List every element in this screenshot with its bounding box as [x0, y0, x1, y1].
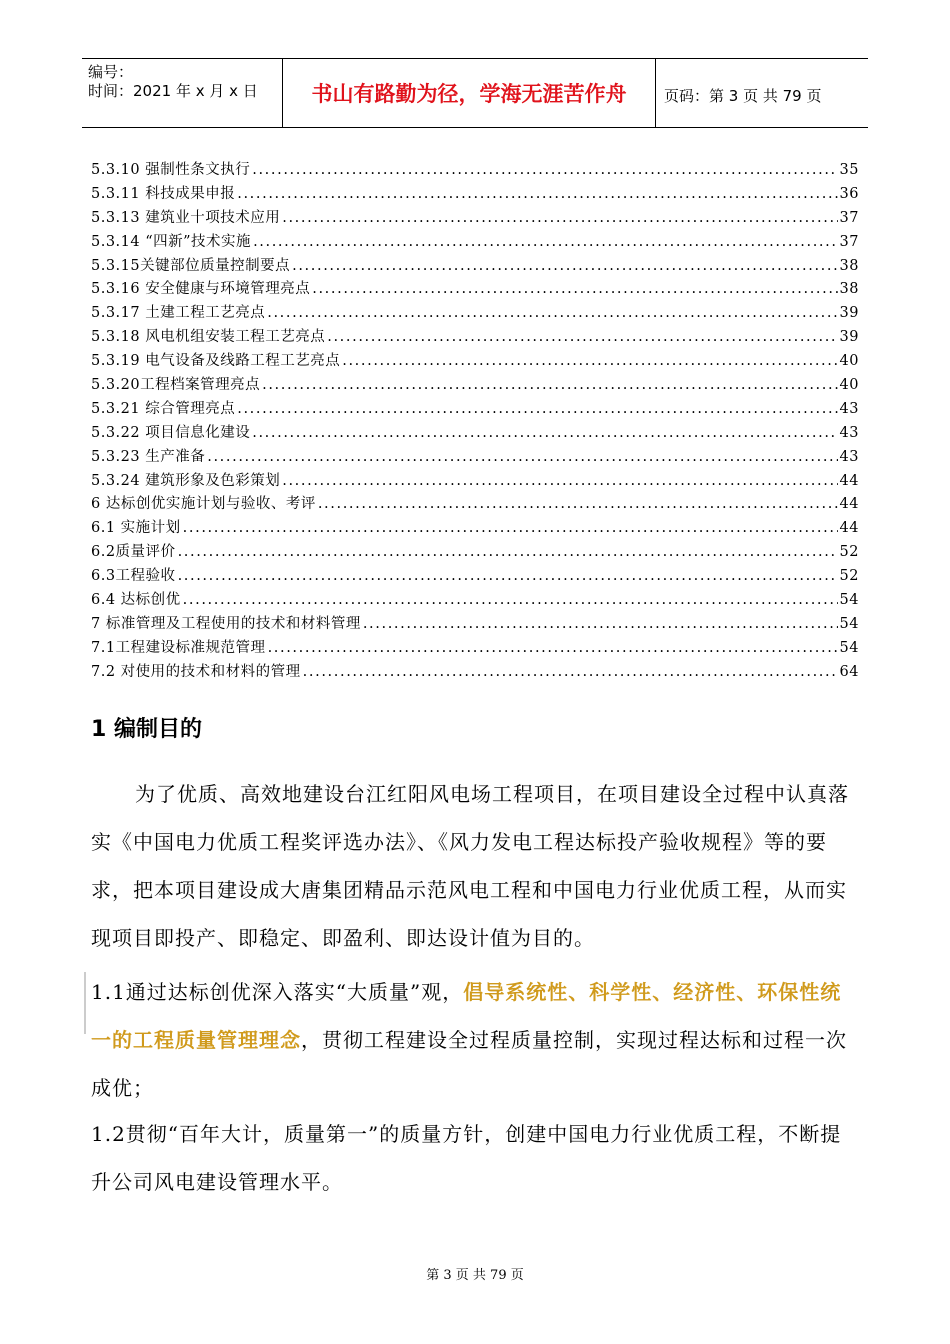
toc-entry-title: 5.3.14 “四新”技术实施 [91, 233, 252, 250]
toc-entry-page: 39 [839, 329, 859, 346]
toc-entry-title: 5.3.13 建筑业十项技术应用 [91, 209, 281, 226]
toc-entry-page: 35 [839, 162, 859, 178]
page-footer: 第 3 页 共 79 页 [426, 1268, 524, 1283]
toc-entry[interactable] [91, 206, 859, 230]
paragraph-1-1 [91, 968, 861, 1112]
toc-entry[interactable] [91, 564, 859, 588]
toc-leader-dots [262, 377, 837, 393]
toc-entry-page: 44 [839, 472, 859, 489]
toc-leader-dots [252, 162, 837, 178]
toc-leader-dots [207, 449, 837, 465]
header-number-label: 编号： [88, 63, 134, 81]
toc-entry-title: 5.3.22 项目信息化建设 [91, 424, 251, 441]
toc-leader-dots [303, 664, 838, 680]
toc-leader-dots [312, 281, 837, 297]
toc-entry[interactable] [91, 612, 859, 636]
toc-entry-page: 39 [839, 305, 859, 322]
toc-entry-page: 38 [839, 257, 859, 274]
toc-entry-title: 5.3.19 电气设备及线路工程工艺亮点 [91, 353, 341, 370]
toc-leader-dots [363, 616, 838, 632]
toc-entry[interactable] [91, 373, 859, 397]
toc-entry-title: 7.1工程建设标准规范管理 [91, 639, 266, 656]
paragraph-1-1-highlight: 倡导系统性、科学性、经济性、环保性统一的工程质量管理理念 [91, 980, 842, 1052]
toc-leader-dots [183, 592, 838, 608]
toc-leader-dots [342, 353, 837, 369]
toc-entry-title: 5.3.17 土建工程工艺亮点 [91, 305, 266, 322]
toc-entry-page: 54 [839, 592, 859, 609]
toc-entry-page: 43 [839, 424, 859, 441]
paragraph-1-1-tail: ，贯彻工程建设全过程质量控制，实现过程达标和过程一次成优； [91, 1028, 847, 1100]
toc-entry-title: 5.3.18 风电机组安装工程工艺亮点 [91, 329, 326, 346]
toc-entry[interactable] [91, 421, 859, 445]
toc-leader-dots [268, 640, 838, 656]
toc-entry-title: 6.2质量评价 [91, 544, 176, 561]
toc-entry-title: 5.3.15关键部位质量控制要点 [91, 257, 291, 274]
toc-entry-title: 5.3.16 安全健康与环境管理亮点 [91, 281, 311, 298]
toc-entry[interactable] [91, 397, 859, 421]
toc-entry-page: 44 [839, 520, 859, 537]
header-motto: 书山有路勤为径，学海无涯苦作舟 [311, 82, 627, 106]
toc-entry-title: 7.2 对使用的技术和材料的管理 [91, 663, 301, 680]
header-page-info: 页码：第 3 页 共 79 页 [664, 87, 822, 105]
toc-entry-page: 54 [839, 615, 859, 632]
toc-entry-title: 6.3工程验收 [91, 568, 176, 585]
toc-leader-dots [237, 401, 837, 417]
toc-entry-page: 37 [839, 209, 859, 226]
toc-leader-dots [253, 234, 837, 250]
toc-leader-dots [178, 544, 838, 560]
toc-entry[interactable] [91, 636, 859, 660]
toc-entry-title: 6 达标创优实施计划与验收、考评 [91, 496, 316, 513]
toc-entry-page: 44 [839, 496, 859, 513]
toc-leader-dots [178, 568, 838, 584]
toc-entry-title: 6.4 达标创优 [91, 592, 181, 609]
toc-leader-dots [282, 210, 837, 226]
toc-leader-dots [267, 305, 837, 321]
toc-entry[interactable] [91, 469, 859, 493]
header-meta [88, 63, 258, 101]
toc-entry[interactable] [91, 660, 859, 684]
toc-entry-page: 52 [839, 544, 859, 561]
toc-leader-dots [282, 473, 837, 489]
toc-entry[interactable] [91, 277, 859, 301]
toc-entry[interactable] [91, 492, 859, 516]
toc-entry-title: 6.1 实施计划 [91, 520, 181, 537]
paragraph-1-2: 1.2贯彻“百年大计，质量第一”的质量方针，创建中国电力行业优质工程，不断提升公司风电建设管理水平。 [91, 1122, 842, 1194]
paragraph-1-1-lead: 1.1通过达标创优深入落实“大质量”观， [91, 980, 464, 1004]
toc-entry-page: 38 [839, 281, 859, 298]
toc-entry[interactable] [91, 158, 859, 182]
toc-entry[interactable] [91, 325, 859, 349]
toc-entry-title: 5.3.10 强制性条文执行 [91, 162, 251, 178]
toc-leader-dots [183, 520, 838, 536]
toc-entry-page: 36 [839, 185, 859, 202]
toc-entry-page: 64 [839, 663, 859, 680]
toc-entry[interactable] [91, 230, 859, 254]
toc-entry-page: 43 [839, 400, 859, 417]
toc-entry-page: 40 [839, 353, 859, 370]
header-motto-box [282, 58, 656, 128]
toc-entry[interactable] [91, 540, 859, 564]
toc-entry[interactable] [91, 349, 859, 373]
table-of-contents [91, 158, 859, 684]
header-time-label: 时间：2021 年 x 月 x 日 [88, 82, 258, 100]
toc-entry-page: 52 [839, 568, 859, 585]
page-header [82, 58, 868, 128]
revision-mark [84, 972, 86, 1034]
toc-leader-dots [318, 496, 838, 512]
toc-entry[interactable] [91, 516, 859, 540]
toc-entry[interactable] [91, 254, 859, 278]
toc-entry[interactable] [91, 182, 859, 206]
toc-entry-title: 5.3.23 生产准备 [91, 448, 206, 465]
toc-leader-dots [252, 425, 837, 441]
toc-entry-page: 54 [839, 639, 859, 656]
toc-leader-dots [237, 186, 837, 202]
toc-entry-page: 37 [839, 233, 859, 250]
toc-entry[interactable] [91, 588, 859, 612]
toc-leader-dots [292, 258, 837, 274]
toc-entry-page: 40 [839, 377, 859, 394]
toc-entry-page: 43 [839, 448, 859, 465]
toc-entry-title: 7 标准管理及工程使用的技术和材料管理 [91, 615, 361, 632]
toc-entry[interactable] [91, 301, 859, 325]
toc-entry-title: 5.3.20工程档案管理亮点 [91, 377, 261, 394]
toc-entry-title: 5.3.11 科技成果申报 [91, 185, 236, 202]
toc-entry-title: 5.3.24 建筑形象及色彩策划 [91, 472, 281, 489]
section-heading: 1 编制目的 [91, 717, 202, 742]
toc-entry[interactable] [91, 445, 859, 469]
toc-entry-title: 5.3.21 综合管理亮点 [91, 400, 236, 417]
toc-leader-dots [327, 329, 837, 345]
paragraph-purpose: 为了优质、高效地建设台江红阳风电场工程项目，在项目建设全过程中认真落实《中国电力优质工程奖评选办法》、《风力发电工程达标投产验收规程》等的要求，把本项目建设成大唐集团精品示范风电工程和中国电力行业优质工程，从而实现项目即投产、即稳定、即盈利、即达设计值为目的。 [91, 782, 849, 950]
